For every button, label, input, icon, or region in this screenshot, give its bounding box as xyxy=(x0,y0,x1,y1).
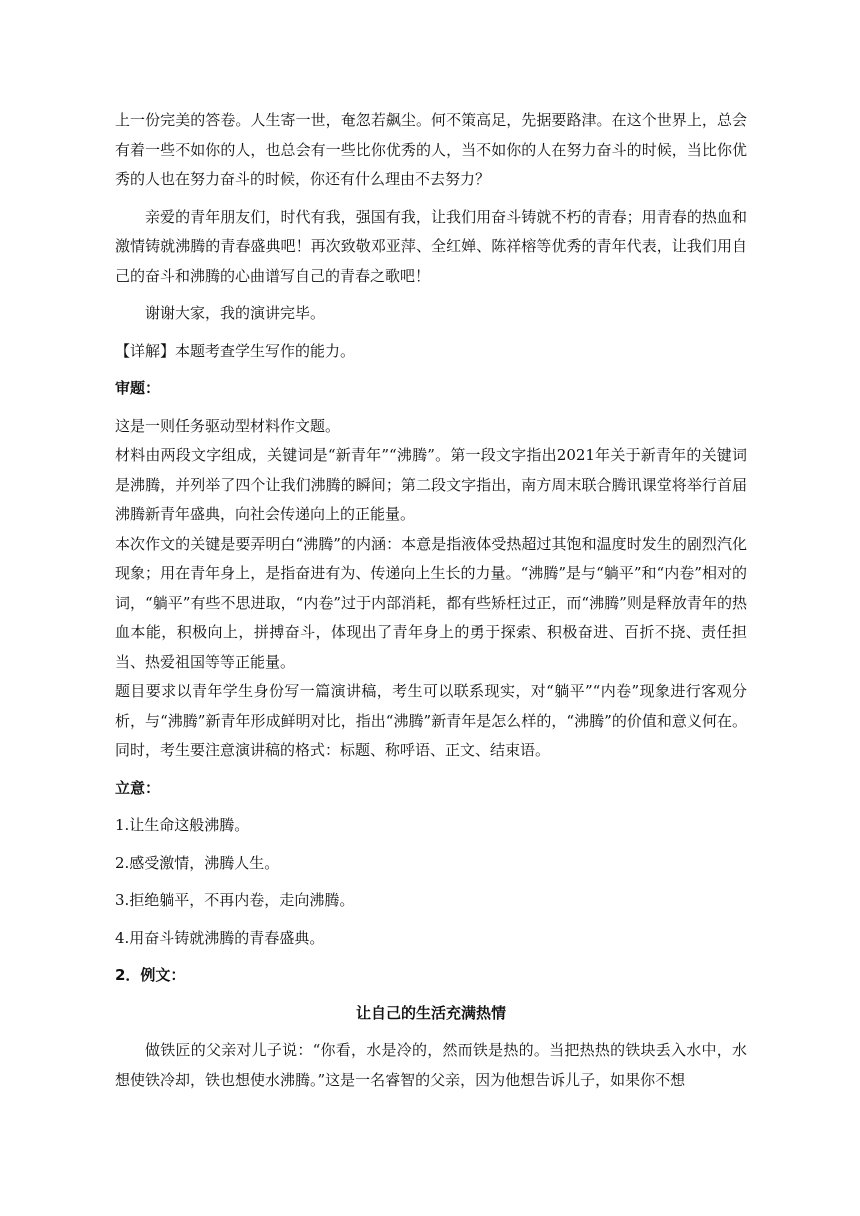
heading-liyi: 立意： xyxy=(115,778,161,797)
paragraph-requirements: 题目要求以青年学生身份写一篇演讲稿，考生可以联系现实，对“躺平”“内卷”现象进行客观分析，与“沸腾”新青年形成鲜明对比，指出“沸腾”新青年是怎么样的，“沸腾”的价值和意义何在。同时，考生要注意演讲稿的格式：标题、称呼语、正文、结束语。 xyxy=(115,682,747,759)
list-item-idea-2: 2.感受激情，沸腾人生。 xyxy=(115,853,280,872)
paragraph-appeal: 亲爱的青年朋友们，时代有我，强国有我，让我们用奋斗铸就不朽的青春；用青春的热血和激情铸就沸腾的青春盛典吧！再次致敬邓亚萍、全红婵、陈祥榕等优秀的青年代表，让我们用自己的奋斗和沸腾的心曲谱写自己的青春之歌吧！ xyxy=(115,207,747,285)
paragraph-key-point: 本次作文的关键是要弄明白“沸腾”的内涵：本意是指液体受热超过其饱和温度时发生的剧烈汽化现象；用在青年身上，是指奋进有为、传递向上生长的力量。“沸腾”是与“躺平”和“内卷”相对的词，“躺平”有些不思进取，“内卷”过于内部消耗，都有些矫枉过正，而“沸腾”则是释放青年的热血本能，积极向上，拼搏奋斗，体现出了青年身上的勇于探索、积极奋进、百折不挠、责任担当、热爱祖国等等正能量。 xyxy=(115,534,747,671)
paragraph-material: 材料由两段文字组成，关键词是“新青年”“沸腾”。第一段文字指出2021年关于新青年的关键词是沸腾，并列举了四个让我们沸腾的瞬间；第二段文字指出，南方周末联合腾讯课堂将举行首届沸腾新青年盛典，向社会传递向上的正能量。 xyxy=(115,446,747,523)
paragraph-closing: 谢谢大家，我的演讲完毕。 xyxy=(145,304,326,322)
paragraph-explanation: 【详解】本题考查学生写作的能力。 xyxy=(115,341,356,360)
list-item-idea-4: 4.用奋斗铸就沸腾的青春盛典。 xyxy=(115,928,325,947)
essay-title: 让自己的生活充满热情 xyxy=(355,1003,506,1022)
list-item-idea-1: 1.让生命这般沸腾。 xyxy=(115,816,250,834)
heading-shenti: 审题： xyxy=(115,379,161,397)
list-item-idea-3: 3.拒绝躺平，不再内卷，走向沸腾。 xyxy=(115,891,355,909)
heading-example: 2．例文： xyxy=(115,966,186,984)
paragraph-conclusion-tail: 上一份完美的答卷。人生寄一世，奄忽若飙尘。何不策高足，先据要路津。在这个世界上，总会有着一些不如你的人，也总会有一些比你优秀的人，当不如你的人在努力奋斗的时候，当比你优秀的人也在努力奋斗的时候，你还有什么理由不去努力？ xyxy=(115,111,747,188)
paragraph-task-type: 这是一则任务驱动型材料作文题。 xyxy=(115,416,341,435)
document-page xyxy=(115,106,747,1095)
paragraph-essay-opening: 做铁匠的父亲对儿子说：“你看，水是冷的，然而铁是热的。当把热热的铁块丢入水中，水想使铁冷却，铁也想使水沸腾。”这是一名睿智的父亲，因为他想告诉儿子，如果你不想 xyxy=(115,1041,747,1089)
